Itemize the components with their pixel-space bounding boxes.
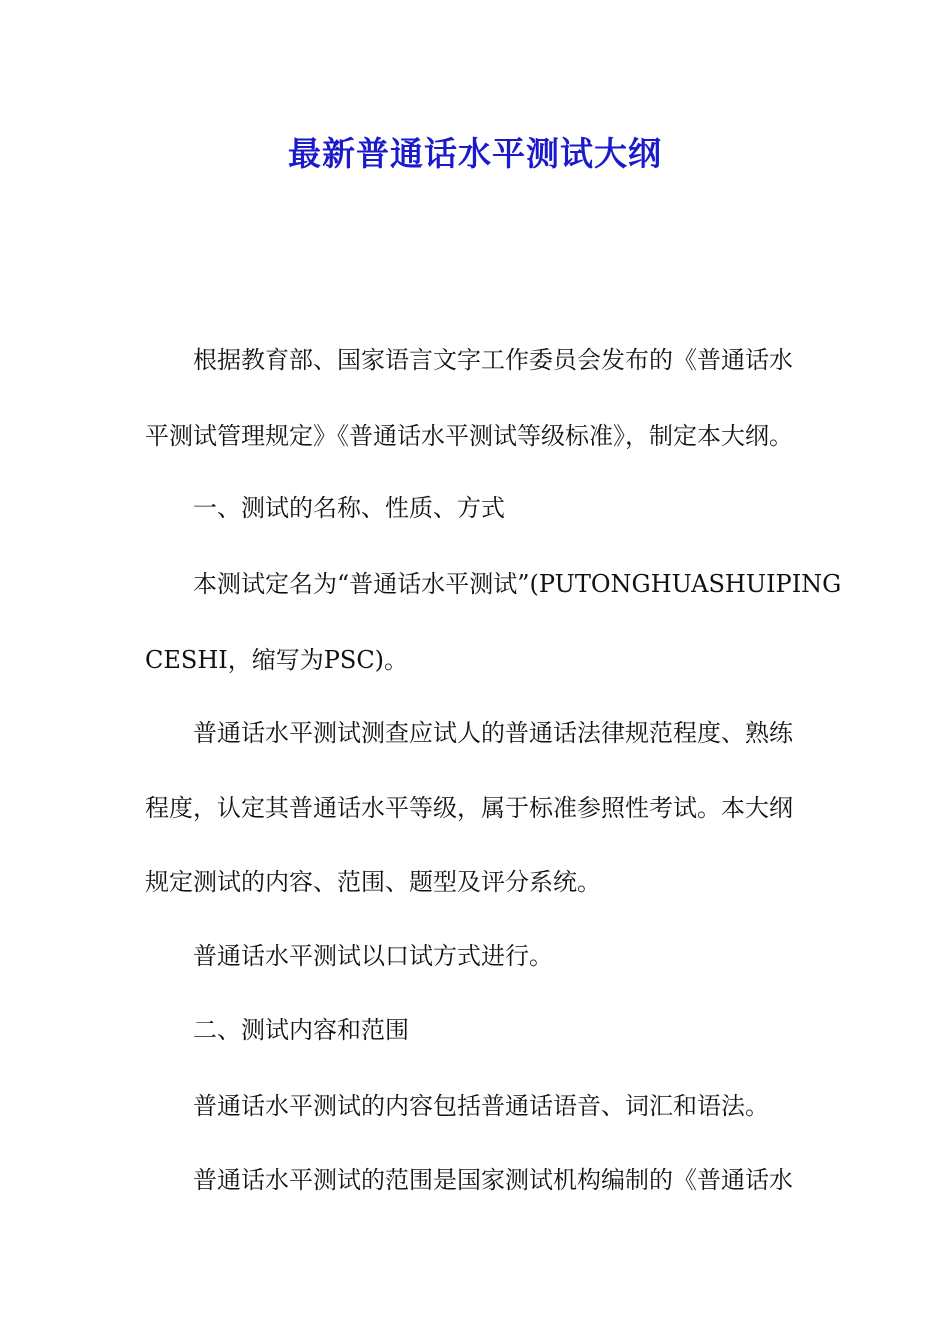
paragraph-6-line-1: 普通话水平测试的范围是国家测试机构编制的《普通话水 [193, 1166, 793, 1194]
paragraph-3-line-1: 普通话水平测试测查应试人的普通话法律规范程度、熟练 [193, 719, 793, 747]
paragraph-3-line-2: 程度，认定其普通话水平等级，属于标准参照性考试。本大纲 [145, 794, 793, 822]
paragraph-1-line-1: 根据教育部、国家语言文字工作委员会发布的《普通话水 [193, 346, 793, 374]
paragraph-1-line-2: 平测试管理规定》《普通话水平测试等级标准》，制定本大纲。 [145, 422, 793, 450]
paragraph-2-line-2: CESHI，缩写为PSC)。 [145, 646, 409, 674]
paragraph-2-line-1 [193, 566, 842, 602]
paragraph-5: 普通话水平测试的内容包括普通话语音、词汇和语法。 [193, 1092, 769, 1120]
paragraph-4: 普通话水平测试以口试方式进行。 [193, 942, 553, 970]
section-heading-1: 一、测试的名称、性质、方式 [193, 494, 505, 522]
paragraph-3-line-3: 规定测试的内容、范围、题型及评分系统。 [145, 868, 601, 896]
paragraph-2-line-1-part-a: 本测试定名为“普通话水平测试”(PUTONGHUA [193, 570, 709, 598]
document-title: 最新普通话水平测试大纲 [288, 134, 662, 173]
section-heading-2: 二、测试内容和范围 [193, 1016, 409, 1044]
paragraph-2-line-1-part-b: SHUIPING [708, 570, 842, 598]
